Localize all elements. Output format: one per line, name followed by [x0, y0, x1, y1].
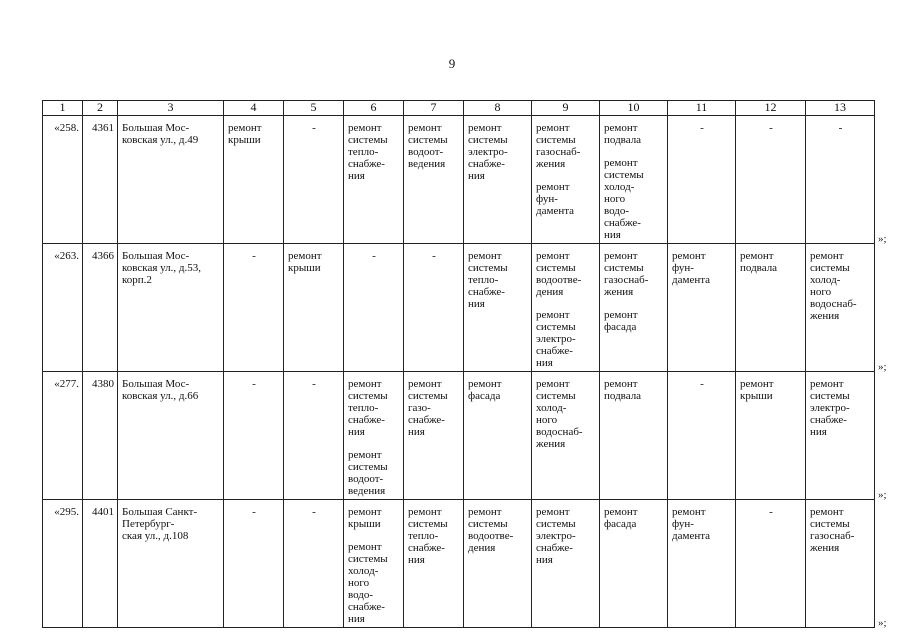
table-cell: [600, 116, 668, 244]
column-header: 12: [736, 101, 806, 116]
table-cell: [118, 116, 224, 244]
cell-text: ремонт системы тепло- снабже- ния: [468, 250, 508, 310]
cell-text: ремонт системы водоот- ведения: [348, 449, 388, 497]
table-cell: [600, 500, 668, 628]
cell-text: Большая Мос- ковская ул., д.49: [122, 122, 199, 146]
cell-text: -: [700, 378, 704, 390]
table-row: [43, 244, 875, 372]
table-cell: [532, 372, 600, 500]
cell-text: ремонт крыши: [288, 250, 322, 274]
cell-text: ремонт системы электро- снабже- ния: [536, 309, 576, 369]
column-header: 8: [464, 101, 532, 116]
column-header: 4: [224, 101, 284, 116]
cell-text: -: [769, 122, 773, 134]
cell-text: 4366: [92, 250, 114, 262]
cell-text: «263.: [54, 250, 79, 262]
cell-text: -: [432, 250, 436, 262]
cell-text: 4401: [92, 506, 114, 518]
column-header: 11: [668, 101, 736, 116]
table-cell: [284, 244, 344, 372]
cell-text: ремонт системы электро- снабже- ния: [810, 378, 850, 438]
table-cell: [464, 372, 532, 500]
table-cell: [736, 116, 806, 244]
column-header: 1: [43, 101, 83, 116]
table-cell: [464, 244, 532, 372]
cell-text: -: [372, 250, 376, 262]
row-end-mark: »;: [878, 616, 887, 629]
table-cell: [404, 116, 464, 244]
table-cell: [464, 116, 532, 244]
cell-text: ремонт подвала: [604, 122, 642, 146]
page-number: 9: [448, 56, 456, 71]
cell-text: ремонт системы тепло- снабже- ния: [408, 506, 448, 566]
column-header: 7: [404, 101, 464, 116]
table-cell: [118, 500, 224, 628]
table-cell: [83, 500, 118, 628]
table-cell: [344, 244, 404, 372]
cell-text: -: [312, 122, 316, 134]
cell-text: ремонт системы электро- снабже- ния: [468, 122, 508, 182]
cell-text: ремонт системы водоот- ведения: [408, 122, 448, 170]
cell-text: «295.: [54, 506, 79, 518]
table-cell: [284, 500, 344, 628]
table-cell: [668, 244, 736, 372]
cell-text: -: [700, 122, 704, 134]
table-cell: [344, 500, 404, 628]
cell-text: -: [312, 378, 316, 390]
cell-text: ремонт системы газоснаб- жения: [536, 122, 581, 170]
cell-text: 4380: [92, 378, 114, 390]
cell-text: ремонт системы тепло- снабже- ния: [348, 378, 388, 438]
cell-text: ремонт системы холод- ного водо- снабже- ния: [604, 157, 644, 241]
cell-text: ремонт фун- дамента: [672, 506, 711, 542]
cell-text: ремонт фасада: [604, 506, 638, 530]
cell-text: -: [769, 506, 773, 518]
table-cell: [668, 500, 736, 628]
column-header: 5: [284, 101, 344, 116]
table-cell: [224, 372, 284, 500]
table-cell: [118, 244, 224, 372]
table-cell: [83, 372, 118, 500]
table-cell: [806, 372, 875, 500]
cell-text: 4361: [92, 122, 114, 134]
table-row: [43, 500, 875, 628]
cell-text: ремонт системы водоотве- дения: [468, 506, 514, 554]
cell-text: ремонт системы холод- ного водоснаб- жения: [810, 250, 857, 322]
table-cell: [344, 372, 404, 500]
table-cell: [83, 244, 118, 372]
table-cell: [404, 500, 464, 628]
table-cell: [43, 244, 83, 372]
cell-text: ремонт крыши: [228, 122, 262, 146]
table-cell: [404, 244, 464, 372]
table-row: [43, 116, 875, 244]
table-cell: [806, 500, 875, 628]
cell-text: ремонт подвала: [604, 378, 642, 402]
table-cell: [736, 500, 806, 628]
column-number-header-row: [43, 101, 875, 116]
table-row: [43, 372, 875, 500]
cell-text: Большая Мос- ковская ул., д.66: [122, 378, 199, 402]
cell-text: ремонт системы холод- ного водо- снабже- ния: [348, 541, 388, 625]
table-cell: [736, 372, 806, 500]
table-cell: [600, 372, 668, 500]
table-cell: [224, 116, 284, 244]
cell-text: ремонт фасада: [604, 309, 638, 333]
cell-text: ремонт крыши: [348, 506, 382, 530]
cell-text: ремонт подвала: [740, 250, 778, 274]
cell-text: ремонт фасада: [468, 378, 502, 402]
column-header: 9: [532, 101, 600, 116]
table-cell: [806, 244, 875, 372]
table-cell: [668, 372, 736, 500]
table-cell: [464, 500, 532, 628]
table-cell: [736, 244, 806, 372]
cell-text: ремонт системы водоотве- дения: [536, 250, 582, 298]
cell-text: ремонт фун- дамента: [536, 181, 575, 217]
cell-text: Большая Мос- ковская ул., д.53, корп.2: [122, 250, 202, 286]
row-end-mark: »;: [878, 360, 887, 373]
table-cell: [284, 116, 344, 244]
cell-text: ремонт системы газо- снабже- ния: [408, 378, 448, 438]
table-cell: [284, 372, 344, 500]
column-header: 3: [118, 101, 224, 116]
cell-text: -: [252, 378, 256, 390]
cell-text: -: [252, 506, 256, 518]
table-cell: [600, 244, 668, 372]
table-cell: [43, 500, 83, 628]
table-cell: [83, 116, 118, 244]
cell-text: ремонт фун- дамента: [672, 250, 711, 286]
cell-text: «277.: [54, 378, 79, 390]
column-header: 10: [600, 101, 668, 116]
cell-text: -: [312, 506, 316, 518]
table-cell: [344, 116, 404, 244]
cell-text: ремонт крыши: [740, 378, 774, 402]
cell-text: -: [252, 250, 256, 262]
table-cell: [118, 372, 224, 500]
repair-schedule-table: [42, 100, 875, 628]
table-cell: [532, 116, 600, 244]
table-cell: [532, 244, 600, 372]
table-cell: [532, 500, 600, 628]
cell-text: -: [838, 122, 843, 134]
table-cell: [43, 116, 83, 244]
row-end-mark: »;: [878, 488, 887, 501]
cell-text: ремонт системы тепло- снабже- ния: [348, 122, 388, 182]
table-cell: [43, 372, 83, 500]
table-cell: [404, 372, 464, 500]
table-cell: [668, 116, 736, 244]
cell-text: ремонт системы газоснаб- жения: [604, 250, 649, 298]
table-cell: [224, 244, 284, 372]
column-header: 2: [83, 101, 118, 116]
column-header: 6: [344, 101, 404, 116]
column-header: 13: [806, 101, 875, 116]
row-end-mark: »;: [878, 232, 887, 245]
cell-text: Большая Санкт- Петербург- ская ул., д.108: [122, 506, 198, 542]
cell-text: ремонт системы электро- снабже- ния: [536, 506, 576, 566]
table-cell: [806, 116, 875, 244]
cell-text: ремонт системы газоснаб- жения: [810, 506, 855, 554]
cell-text: ремонт системы холод- ного водоснаб- жения: [536, 378, 583, 450]
cell-text: «258.: [54, 122, 79, 134]
table-cell: [224, 500, 284, 628]
